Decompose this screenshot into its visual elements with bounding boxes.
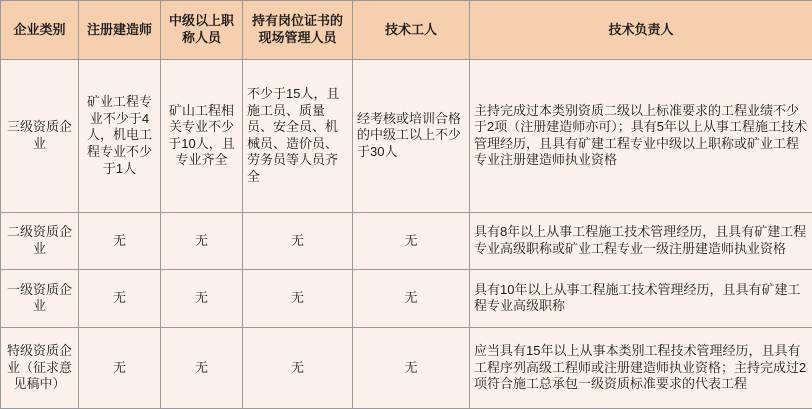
column-header-technical-workers: 技术工人	[353, 1, 470, 60]
table-header	[1, 1, 812, 60]
table-row	[1, 327, 812, 408]
cell-technical-director: 主持完成过本类别资质二级以上标准要求的工程业绩不少于2项（注册建造师亦可）；具有5年以上从事工程施工技术管理经历，且具有矿建工程专业中级以上职称或矿业工程专业注册建造师执业资格	[470, 60, 812, 213]
cell-registered-builder: 矿业工程专业不少于4人，机电工程专业不少于1人	[79, 60, 161, 213]
column-header-intermediate-title-staff: 中级以上职称人员	[161, 1, 243, 60]
cell-site-management-personnel: 不少于15人，且施工员、质量员、安全员、机械员、造价员、劳务员等人员齐全	[243, 60, 353, 213]
column-header-enterprise-category: 企业类别	[1, 1, 79, 60]
table-body	[1, 60, 812, 409]
cell-technical-workers: 经考核或培训合格的中级工以上不少于30人	[353, 60, 470, 213]
cell-technical-director: 应当具有15年以上从事本类别工程技术管理经历，且具有工程序列高级工程师或注册建造师执业资格；主持完成过2项符合施工总承包一级资质标准要求的代表工程	[470, 327, 812, 408]
cell-registered-builder: 无	[79, 270, 161, 328]
cell-technical-director: 具有8年以上从事工程施工技术管理经历，且具有矿建工程专业高级职称或矿业工程专业一级注册建造师执业资格	[470, 212, 812, 270]
cell-registered-builder: 无	[79, 212, 161, 270]
cell-technical-workers: 无	[353, 327, 470, 408]
cell-intermediate-title-staff: 无	[161, 327, 243, 408]
table-row	[1, 60, 812, 213]
cell-site-management-personnel: 无	[243, 327, 353, 408]
column-header-site-management-personnel: 持有岗位证书的现场管理人员	[243, 1, 353, 60]
table-header-row	[1, 1, 812, 60]
cell-intermediate-title-staff: 无	[161, 212, 243, 270]
cell-technical-workers: 无	[353, 212, 470, 270]
table-row	[1, 270, 812, 328]
column-header-registered-builder: 注册建造师	[79, 1, 161, 60]
cell-enterprise-category: 三级资质企业	[1, 60, 79, 213]
cell-registered-builder: 无	[79, 327, 161, 408]
cell-technical-workers: 无	[353, 270, 470, 328]
cell-site-management-personnel: 无	[243, 212, 353, 270]
table-row	[1, 212, 812, 270]
cell-site-management-personnel: 无	[243, 270, 353, 328]
cell-enterprise-category: 特级资质企业（征求意见稿中）	[1, 327, 79, 408]
cell-technical-director: 具有10年以上从事工程施工技术管理经历，且具有矿建工程专业高级职称	[470, 270, 812, 328]
cell-intermediate-title-staff: 矿山工程相关专业不少于10人，且专业齐全	[161, 60, 243, 213]
cell-enterprise-category: 一级资质企业	[1, 270, 79, 328]
column-header-technical-director: 技术负责人	[470, 1, 812, 60]
cell-enterprise-category: 二级资质企业	[1, 212, 79, 270]
cell-intermediate-title-staff: 无	[161, 270, 243, 328]
